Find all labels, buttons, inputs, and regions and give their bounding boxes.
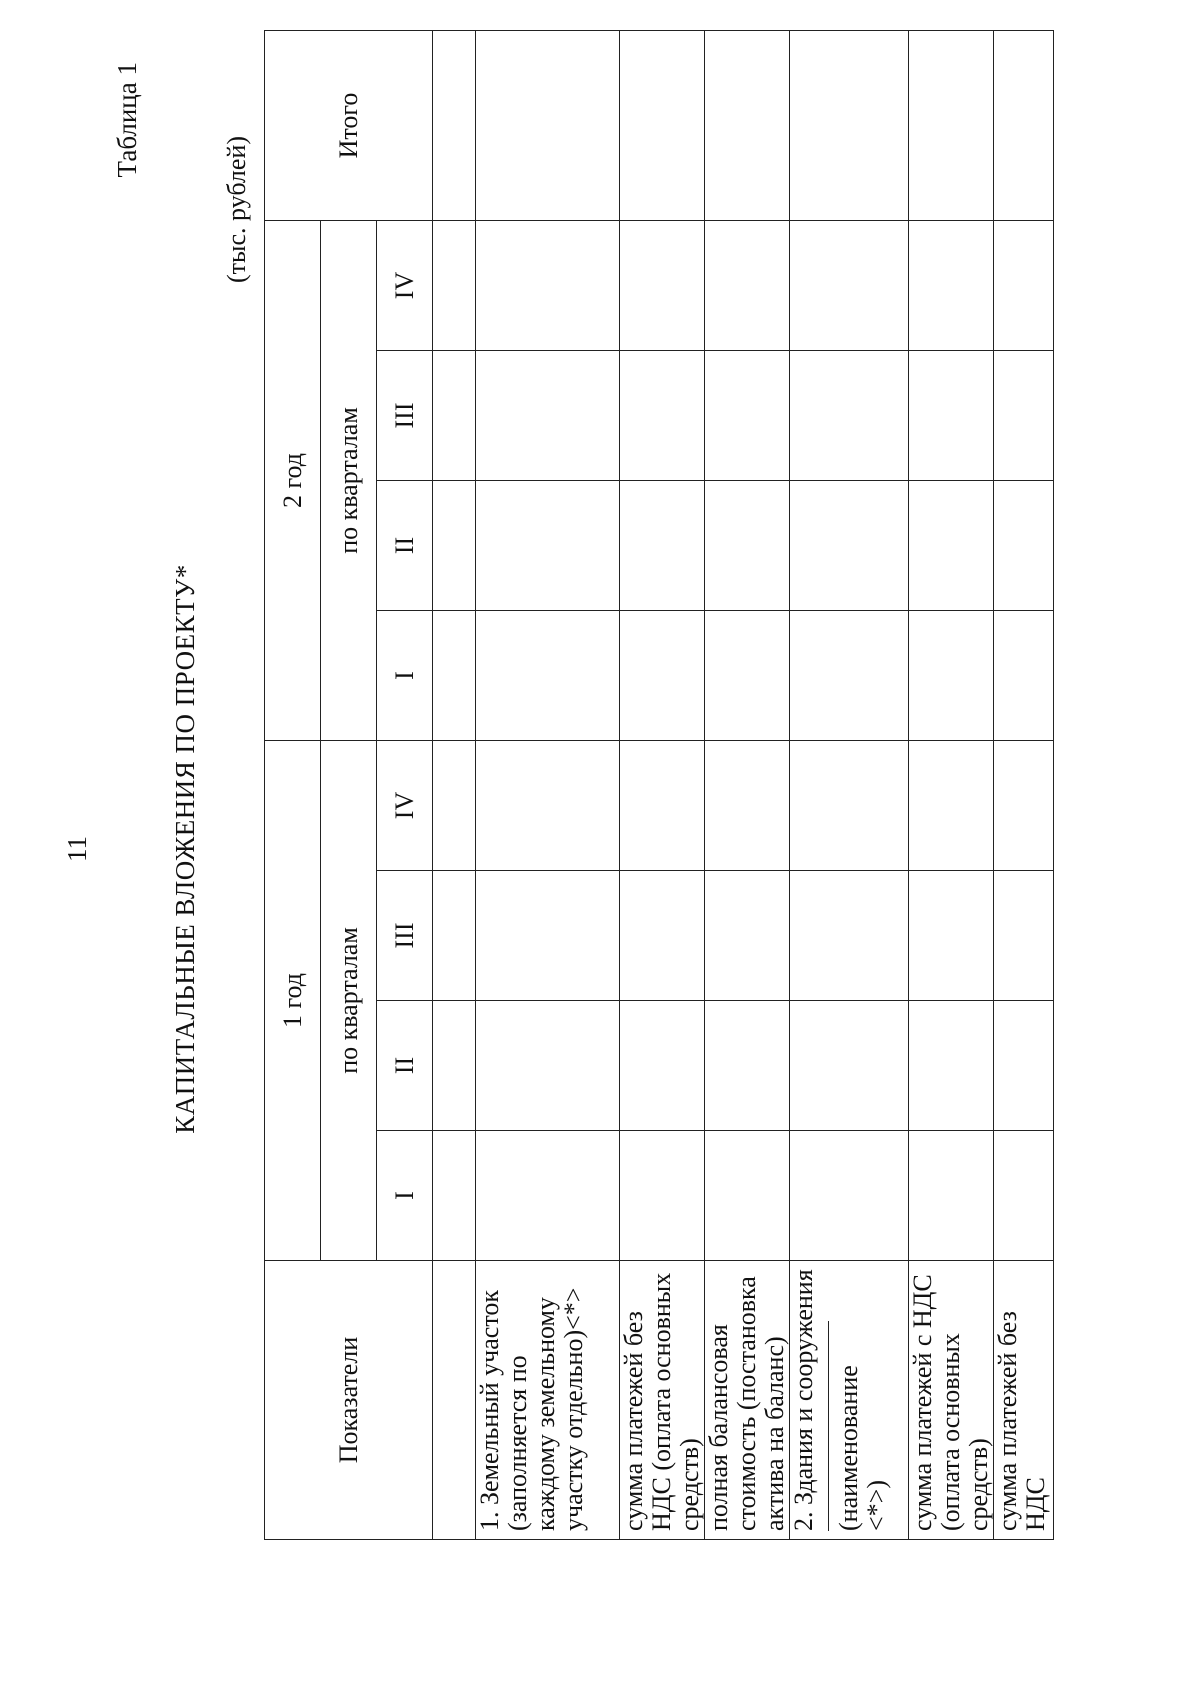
row-label: 1. Земельный участок (заполняется по каждому земельному участку отдельно)<*> bbox=[475, 1261, 619, 1540]
header-quarter: I bbox=[377, 611, 433, 741]
row-label: сумма платежей без НДС (оплата основных средств) bbox=[619, 1261, 704, 1540]
header-quarter: III bbox=[377, 351, 433, 481]
column-number bbox=[433, 741, 475, 871]
column-number bbox=[433, 481, 475, 611]
table-label: Таблица 1 bbox=[112, 62, 142, 178]
table-row bbox=[790, 31, 908, 1540]
page-number: 11 bbox=[62, 836, 92, 862]
header-quarter: II bbox=[377, 481, 433, 611]
header-quarter: IV bbox=[377, 741, 433, 871]
header-by-quarters-year-2: по кварталам bbox=[321, 221, 377, 741]
header-quarter: IV bbox=[377, 221, 433, 351]
column-number bbox=[433, 31, 475, 221]
row-label: сумма платежей без НДС bbox=[993, 1261, 1053, 1540]
header-by-quarters-year-1: по кварталам bbox=[321, 741, 377, 1261]
header-quarter: III bbox=[377, 871, 433, 1001]
row-label: 2. Здания и сооружения bbox=[789, 1269, 819, 1531]
column-number bbox=[433, 1131, 475, 1261]
header-quarter: I bbox=[377, 1131, 433, 1261]
row-label: полная балансовая стоимость (постановка актива на баланс) bbox=[705, 1261, 790, 1540]
header-indicators: Показатели bbox=[265, 1261, 433, 1540]
row-label: сумма платежей с НДС (оплата основных средств) bbox=[908, 1261, 993, 1540]
capital-investments-table bbox=[264, 30, 1054, 1540]
table-row bbox=[908, 31, 993, 1540]
header-year-2: 2 год bbox=[265, 221, 321, 741]
row-label-with-name bbox=[790, 1261, 908, 1540]
column-number bbox=[433, 1261, 475, 1540]
table-row bbox=[993, 31, 1053, 1540]
column-number bbox=[433, 871, 475, 1001]
header-total: Итого bbox=[265, 31, 433, 221]
table-row bbox=[705, 31, 790, 1540]
units-label: (тыс. рублей) bbox=[222, 135, 251, 283]
column-number bbox=[433, 1001, 475, 1131]
header-quarter: II bbox=[377, 1001, 433, 1131]
column-number bbox=[433, 611, 475, 741]
column-number bbox=[433, 221, 475, 351]
table-row bbox=[619, 31, 704, 1540]
naming-placeholder: (наименование <*>) bbox=[828, 1321, 891, 1531]
document-title: КАПИТАЛЬНЫЕ ВЛОЖЕНИЯ ПО ПРОЕКТУ* bbox=[170, 564, 200, 1134]
table-row bbox=[475, 31, 619, 1540]
header-year-1: 1 год bbox=[265, 741, 321, 1261]
column-number bbox=[433, 351, 475, 481]
